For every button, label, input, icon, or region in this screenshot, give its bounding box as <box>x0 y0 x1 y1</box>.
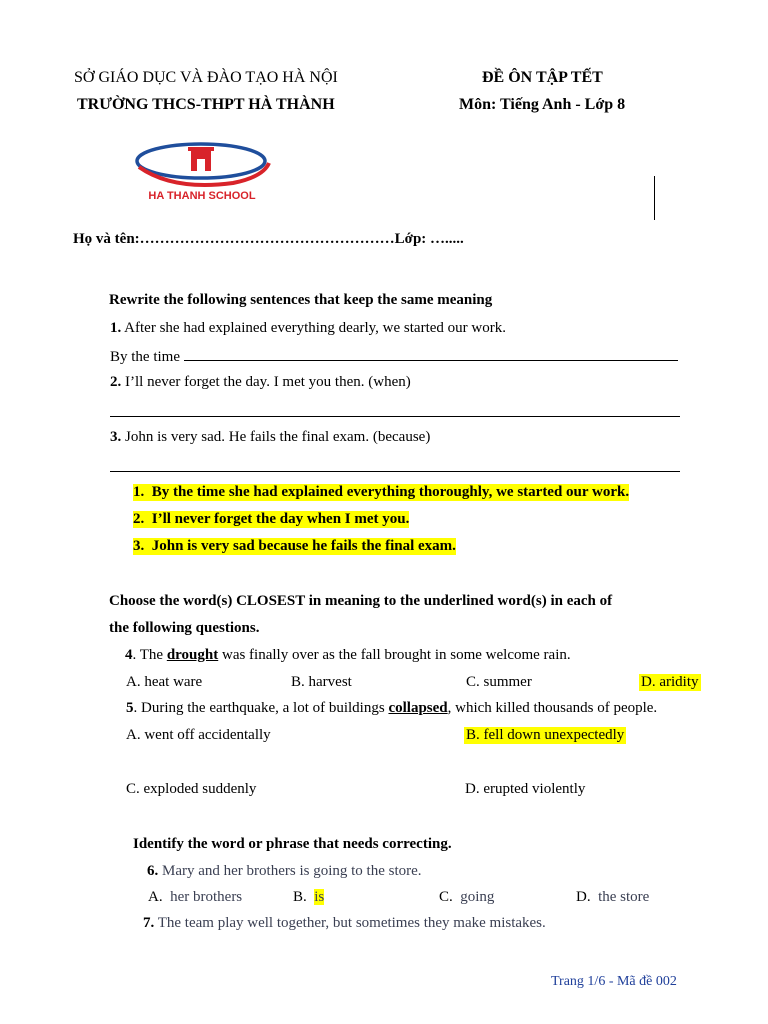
option-4d[interactable]: D. aridity <box>641 674 699 690</box>
answer-blank[interactable] <box>110 403 680 417</box>
answer-2: 2. I’ll never forget the day when I met you. <box>133 511 410 527</box>
underlined-word: collapsed <box>388 700 448 716</box>
option-4a[interactable]: A. heat ware <box>126 674 203 690</box>
question-3: 3. John is very sad. He fails the final exam. (because) <box>110 429 431 445</box>
school-name: TRƯỜNG THCS-THPT HÀ THÀNH <box>77 96 335 113</box>
vertical-divider <box>654 176 655 220</box>
underlined-word: drought <box>166 647 219 663</box>
question-7: 7. The team play well together, but sometimes they make mistakes. <box>143 915 546 931</box>
subject-line: Môn: Tiếng Anh - Lớp 8 <box>459 96 626 113</box>
question-2: 2. I’ll never forget the day. I met you then. (when) <box>110 374 411 390</box>
option-6c[interactable]: C. going <box>439 889 495 905</box>
option-5a[interactable]: A. went off accidentally <box>126 727 271 743</box>
section2-title-line2: the following questions. <box>109 620 260 636</box>
option-4b[interactable]: B. harvest <box>291 674 352 690</box>
section3-title: Identify the word or phrase that needs correcting. <box>133 836 452 852</box>
answer-3: 3. John is very sad because he fails the final exam. <box>133 538 456 554</box>
question-1-answer-line: By the time <box>110 348 678 366</box>
answer-1: 1. By the time she had explained everything thoroughly, we started our work. <box>133 484 630 500</box>
option-5d[interactable]: D. erupted violently <box>465 781 586 797</box>
page-footer: Trang 1/6 - Mã đề 002 <box>551 974 677 989</box>
question-1: 1. After she had explained everything dearly, we started our work. <box>110 320 506 336</box>
option-4c[interactable]: C. summer <box>466 674 532 690</box>
option-5c[interactable]: C. exploded suddenly <box>126 781 257 797</box>
question-5: 5. During the earthquake, a lot of buildings collapsed, which killed thousands of people. <box>126 700 658 716</box>
school-logo <box>133 139 271 207</box>
exam-title: ĐỀ ÔN TẬP TẾT <box>482 69 603 86</box>
option-6a[interactable]: A. her brothers <box>148 889 243 905</box>
option-6b[interactable]: B. is <box>293 889 325 905</box>
answer-blank[interactable] <box>184 348 678 361</box>
section2-title-line1: Choose the word(s) CLOSEST in meaning to the underlined word(s) in each of <box>109 593 613 609</box>
student-info-line: Họ và tên:……………………………………………Lớp: …..... <box>73 231 464 247</box>
question-6: 6. Mary and her brothers is going to the store. <box>147 863 422 879</box>
logo-text: HA THANH SCHOOL <box>148 190 256 202</box>
option-5b[interactable]: B. fell down unexpectedly <box>466 727 625 743</box>
section1-title: Rewrite the following sentences that keep the same meaning <box>109 292 493 308</box>
question-4: 4. The drought was finally over as the fall brought in some welcome rain. <box>125 647 571 663</box>
answer-blank[interactable] <box>110 458 680 472</box>
option-6d[interactable]: D. the store <box>576 889 650 905</box>
department-name: SỞ GIÁO DỤC VÀ ĐÀO TẠO HÀ NỘI <box>74 69 338 86</box>
